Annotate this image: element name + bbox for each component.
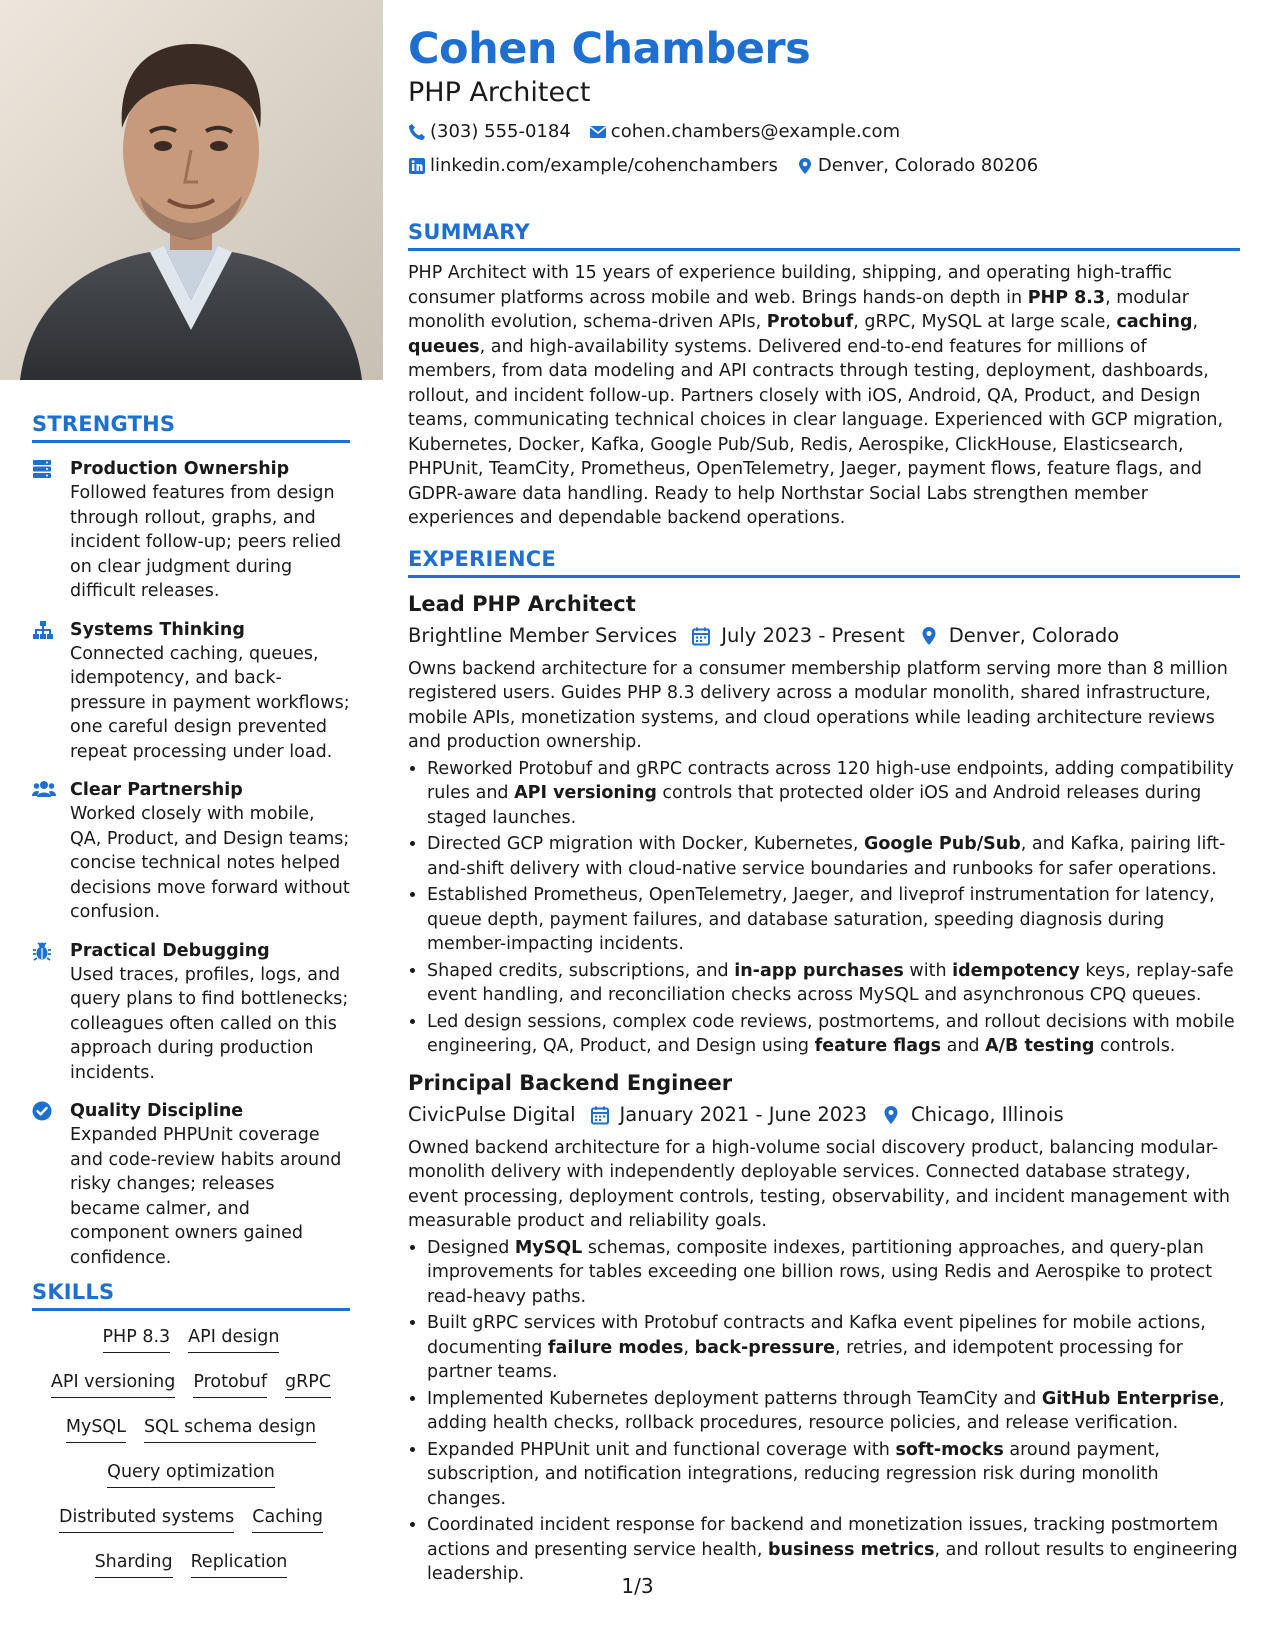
- main-content: [408, 22, 1240, 1589]
- bullet-item: [427, 883, 1240, 957]
- skills-title: SKILLS: [32, 1280, 350, 1311]
- skills-list: [32, 1325, 350, 1595]
- envelope-icon: [589, 123, 607, 141]
- company-name: CivicPulse Digital: [408, 1102, 576, 1126]
- linkedin-contact[interactable]: [408, 150, 778, 182]
- body-text: , modular monolith evolution, schema-driven APIs,: [408, 287, 1189, 332]
- strength-title: Practical Debugging: [70, 940, 270, 961]
- body-text: ,: [683, 1337, 695, 1358]
- summary-section: [408, 220, 1240, 531]
- map-pin-icon: [796, 157, 814, 175]
- company-name: Brightline Member Services: [408, 623, 678, 647]
- body-text: schemas, composite indexes, partitioning approaches, and query-plan improvements for tables exceeding one billion rows, using Redis and Aerospike to protect read-heavy paths.: [427, 1237, 1213, 1307]
- strength-item: [32, 1099, 350, 1270]
- emphasis-text: caching: [1116, 312, 1193, 332]
- check-circle-icon: [32, 1101, 54, 1123]
- email-contact[interactable]: [589, 116, 900, 148]
- page-number: 1/3: [621, 1574, 654, 1598]
- bullet-item: [427, 1387, 1240, 1436]
- experience-title: EXPERIENCE: [408, 547, 1240, 578]
- job-dates: January 2021 - June 2023: [619, 1102, 867, 1126]
- body-text: Directed GCP migration with Docker, Kubernetes,: [427, 834, 865, 854]
- emphasis-text: queues: [408, 336, 480, 357]
- summary-title: SUMMARY: [408, 220, 1240, 251]
- strength-item: [32, 457, 350, 604]
- profile-photo: [0, 0, 383, 380]
- body-text: , adding health checks, rollback procedures, resource policies, and release verification.: [427, 1388, 1225, 1433]
- skill-row: [32, 1505, 350, 1550]
- body-text: , retries, and idempotent processing for partner teams.: [427, 1337, 1183, 1382]
- body-text: , and rollout results to engineering leadership.: [427, 1539, 1238, 1584]
- job-location: Chicago, Illinois: [911, 1102, 1064, 1126]
- email-text: cohen.chambers@example.com: [610, 121, 901, 142]
- skill-tag: Protobuf: [193, 1370, 267, 1398]
- emphasis-text: business metrics: [767, 1539, 935, 1560]
- job-dates: July 2023 - Present: [721, 623, 905, 647]
- body-text: and: [941, 1036, 986, 1056]
- body-text: Led design sessions, complex code reviews, postmortems, and rollout decisions with mobile engineering, QA, Product, and Design using: [427, 1011, 1235, 1056]
- emphasis-text: MySQL: [514, 1237, 583, 1258]
- map-pin-icon: [881, 1105, 901, 1125]
- body-text: PHP Architect with 15 years of experience building, shipping, and operating high-traffic consumer platforms across mobile and web. Brings hands-on depth in: [408, 263, 1173, 308]
- bullet-item: [427, 1236, 1240, 1310]
- skill-tag: Replication: [191, 1550, 288, 1578]
- strength-title: Clear Partnership: [70, 780, 243, 800]
- emphasis-text: PHP 8.3: [1027, 287, 1106, 308]
- candidate-role: PHP Architect: [408, 77, 591, 108]
- body-text: Implemented Kubernetes deployment patterns through TeamCity and: [427, 1388, 1042, 1409]
- skill-tag: PHP 8.3: [103, 1325, 171, 1353]
- strength-desc: Connected caching, queues, idempotency, and back-pressure in payment workflows; one careful design prevented repeat processing under load.: [70, 643, 350, 762]
- linkedin-icon: [408, 157, 426, 175]
- experience-section: [408, 547, 1240, 1587]
- emphasis-text: soft-mocks: [895, 1439, 1004, 1460]
- body-text: Designed: [427, 1237, 515, 1258]
- skills-section: [32, 1280, 350, 1595]
- calendar-icon: [691, 626, 711, 646]
- emphasis-text: idempotency: [952, 960, 1080, 981]
- body-text: controls.: [1094, 1036, 1176, 1056]
- linkedin-text: linkedin.com/example/cohenchambers: [430, 155, 778, 176]
- skill-row: [32, 1325, 350, 1370]
- job-entry: [408, 1069, 1240, 1587]
- bullet-item: [427, 959, 1240, 1008]
- job-location: Denver, Colorado: [948, 623, 1120, 647]
- body-text: keys, replay-safe event handling, and reconciliation checks across MySQL and asynchronous CPQ queues.: [427, 960, 1234, 1005]
- sitemap-icon: [32, 620, 54, 642]
- skill-tag: API versioning: [51, 1370, 175, 1398]
- strength-title: Systems Thinking: [70, 619, 245, 640]
- bullet-item: [427, 832, 1240, 881]
- body-text: , and high-availability systems. Delivered end-to-end features for millions of members, from data modeling and API contracts through testing, deployment, dashboards, rollout, and incident follow-up. Partners closely with iOS, Android, QA, Product, and Design teams, communicating technical choices in clear language. Experienced with GCP migration, Kubernetes, Docker, Kafka, Google Pub/Sub, Redis, Aerospike, ClickHouse, Elasticsearch, PHPUnit, TeamCity, Prometheus, OpenTelemetry, Jaeger, payment flows, feature flags, and GDPR-aware data handling. Ready to help Northstar Social Labs strengthen member experiences and dependable backend operations.: [408, 336, 1224, 528]
- job-description: Owned backend architecture for a high-volume social discovery product, balancing modular-monolith delivery with independently deployable services. Connected database strategy, event processing, deployment controls, testing, observability, and incident management with measurable product and reliability goals.: [408, 1137, 1231, 1231]
- contact-row: [408, 150, 1240, 182]
- strength-title: Production Ownership: [70, 459, 290, 479]
- strength-title: Quality Discipline: [70, 1101, 244, 1121]
- phone-text: (303) 555-0184: [430, 121, 571, 142]
- bullet-item: [427, 1438, 1240, 1512]
- body-text: Built gRPC services with Protobuf contracts and Kafka event pipelines for mobile actions, documenting: [427, 1313, 1206, 1358]
- body-text: Established Prometheus, OpenTelemetry, Jaeger, and liveprof instrumentation for latency, queue depth, payment failures, and database saturation, speeding diagnosis during member-impacting incidents.: [427, 885, 1215, 954]
- phone-icon: [408, 123, 426, 141]
- strength-desc: Expanded PHPUnit coverage and code-review habits around risky changes; releases became calmer, and component owners gained confidence.: [70, 1125, 342, 1268]
- skill-row: [32, 1415, 350, 1460]
- skill-tag: Query optimization: [107, 1460, 275, 1488]
- body-text: Expanded PHPUnit unit and functional coverage with: [427, 1439, 896, 1460]
- bullet-item: [427, 757, 1240, 831]
- skill-row: [32, 1370, 350, 1415]
- emphasis-text: back-pressure: [694, 1337, 836, 1358]
- skill-tag: SQL schema design: [144, 1415, 316, 1443]
- skill-tag: Caching: [252, 1505, 323, 1533]
- strengths-section: [32, 412, 350, 1270]
- emphasis-text: Protobuf: [766, 312, 854, 332]
- body-text: , gRPC, MySQL at large scale,: [853, 312, 1117, 332]
- job-bullets: [408, 1236, 1240, 1587]
- emphasis-text: API versioning: [514, 783, 657, 803]
- bullet-item: [427, 1010, 1240, 1059]
- bullet-item: [427, 1311, 1240, 1385]
- skill-tag: Distributed systems: [59, 1505, 234, 1533]
- body-text: Reworked Protobuf and gRPC contracts across 120 high-use endpoints, adding compatibility rules and: [427, 758, 1234, 803]
- body-text: controls that protected older iOS and Android releases during staged launches.: [427, 783, 1202, 828]
- strength-item: [32, 778, 350, 925]
- server-icon: [32, 459, 54, 481]
- job-entry: [408, 590, 1240, 1059]
- body-text: ,: [1192, 312, 1199, 332]
- body-text: Shaped credits, subscriptions, and: [427, 960, 735, 981]
- emphasis-text: GitHub Enterprise: [1041, 1388, 1220, 1409]
- emphasis-text: in-app purchases: [734, 960, 904, 981]
- body-text: , and Kafka, pairing lift-and-shift delivery with cloud-native service boundaries and runbooks for safer operations.: [427, 834, 1226, 879]
- portrait-illustration: [0, 0, 383, 380]
- job-meta: [408, 621, 1240, 651]
- skill-tag: API design: [188, 1325, 279, 1353]
- strength-desc: Worked closely with mobile, QA, Product, and Design teams; concise technical notes helped decisions move forward without confusion.: [70, 804, 350, 922]
- calendar-icon: [590, 1105, 610, 1125]
- emphasis-text: Google Pub/Sub: [864, 834, 1021, 854]
- skill-tag: MySQL: [66, 1415, 126, 1443]
- emphasis-text: failure modes: [547, 1337, 684, 1358]
- body-text: around payment, subscription, and notification integrations, reducing regression risk during monolith changes.: [427, 1439, 1160, 1509]
- strength-item: [32, 939, 350, 1086]
- map-pin-icon: [919, 626, 939, 646]
- job-title: Lead PHP Architect: [408, 591, 636, 616]
- strength-item: [32, 618, 350, 765]
- phone-contact[interactable]: [408, 116, 571, 148]
- location-contact: [796, 150, 1038, 182]
- strength-desc: Followed features from design through rollout, graphs, and incident follow-up; peers relied on clear judgment during difficult releases.: [70, 483, 342, 601]
- job-title: Principal Backend Engineer: [408, 1070, 733, 1095]
- emphasis-text: A/B testing: [985, 1036, 1095, 1056]
- location-text: Denver, Colorado 80206: [817, 155, 1039, 176]
- skill-tag: gRPC: [285, 1370, 331, 1398]
- body-text: with: [903, 960, 953, 981]
- sidebar: [0, 0, 383, 1650]
- candidate-name: Cohen Chambers: [408, 24, 811, 74]
- skill-row: [32, 1460, 350, 1505]
- emphasis-text: feature flags: [814, 1036, 942, 1056]
- job-bullets: [408, 757, 1240, 1059]
- users-icon: [32, 780, 54, 802]
- skill-tag: Sharding: [95, 1550, 173, 1578]
- job-meta: [408, 1100, 1240, 1130]
- job-description: Owns backend architecture for a consumer membership platform serving more than 8 million registered users. Guides PHP 8.3 delivery across a modular monolith, shared infrastructure, mobile APIs, monetization systems, and cloud operations while leading architecture reviews and production ownership.: [408, 658, 1228, 752]
- strength-desc: Used traces, profiles, logs, and query plans to find bottlenecks; colleagues often called on this approach during production incidents.: [70, 964, 349, 1083]
- summary-text: [408, 261, 1240, 531]
- body-text: Coordinated incident response for backend and monetization issues, tracking postmortem actions and presenting service health,: [427, 1515, 1219, 1560]
- contact-row: [408, 116, 1240, 148]
- bug-icon: [32, 941, 54, 963]
- strengths-title: STRENGTHS: [32, 412, 350, 443]
